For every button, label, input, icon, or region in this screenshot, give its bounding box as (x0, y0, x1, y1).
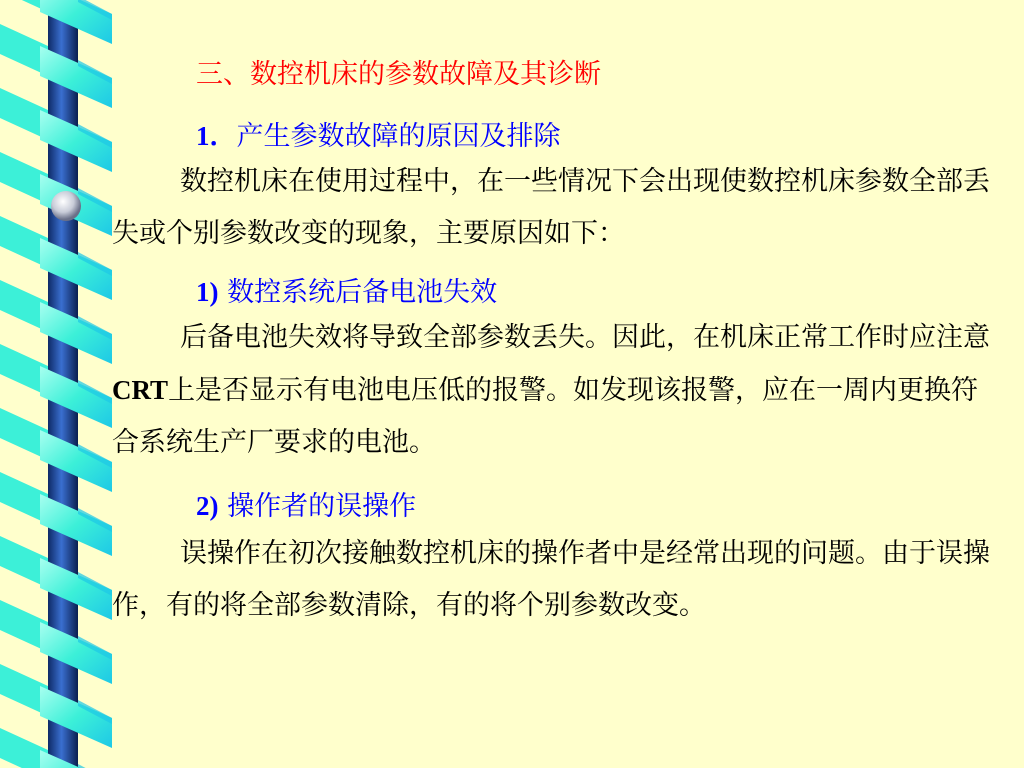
cause-2-paragraph: 误操作在初次接触数控机床的操作者中是经常出现的问题。由于误操作，有的将全部参数清除，有的将个别参数改变。 (112, 538, 990, 621)
cause-2-number: 2) (196, 491, 219, 521)
section-heading-text: 产生参数故障的原因及排除 (236, 121, 561, 152)
section-heading (196, 114, 561, 153)
cause-1-heading-text: 数控系统后备电池失效 (218, 277, 498, 308)
pearl-bead-icon (51, 191, 81, 221)
cause-1-body-code: CRT (112, 375, 169, 405)
section-number: 1． (196, 121, 237, 151)
cause-2-heading-text: 操作者的误操作 (218, 491, 417, 522)
ribbon-border (0, 0, 112, 768)
cause-1-body-before: 后备电池失效将导致全部参数丢失。因此，在机床正常工作时应注意 (180, 322, 990, 353)
cause-1-paragraph (112, 312, 992, 469)
slide-title: 三、数控机床的参数故障及其诊断 (196, 59, 601, 90)
cause-1-body-after: 上是否显示有电池电压低的报警。如发现该报警，应在一周内更换符合系统生产厂要求的电池。 (112, 375, 979, 458)
ribbon-band (78, 764, 112, 768)
cause-1-number: 1) (196, 277, 219, 307)
cause-2-heading (196, 484, 416, 523)
intro-paragraph: 数控机床在使用过程中，在一些情况下会出现使数控机床参数全部丢失或个别参数改变的现象，主要原因如下： (112, 166, 990, 249)
cause-1-heading (196, 270, 497, 309)
